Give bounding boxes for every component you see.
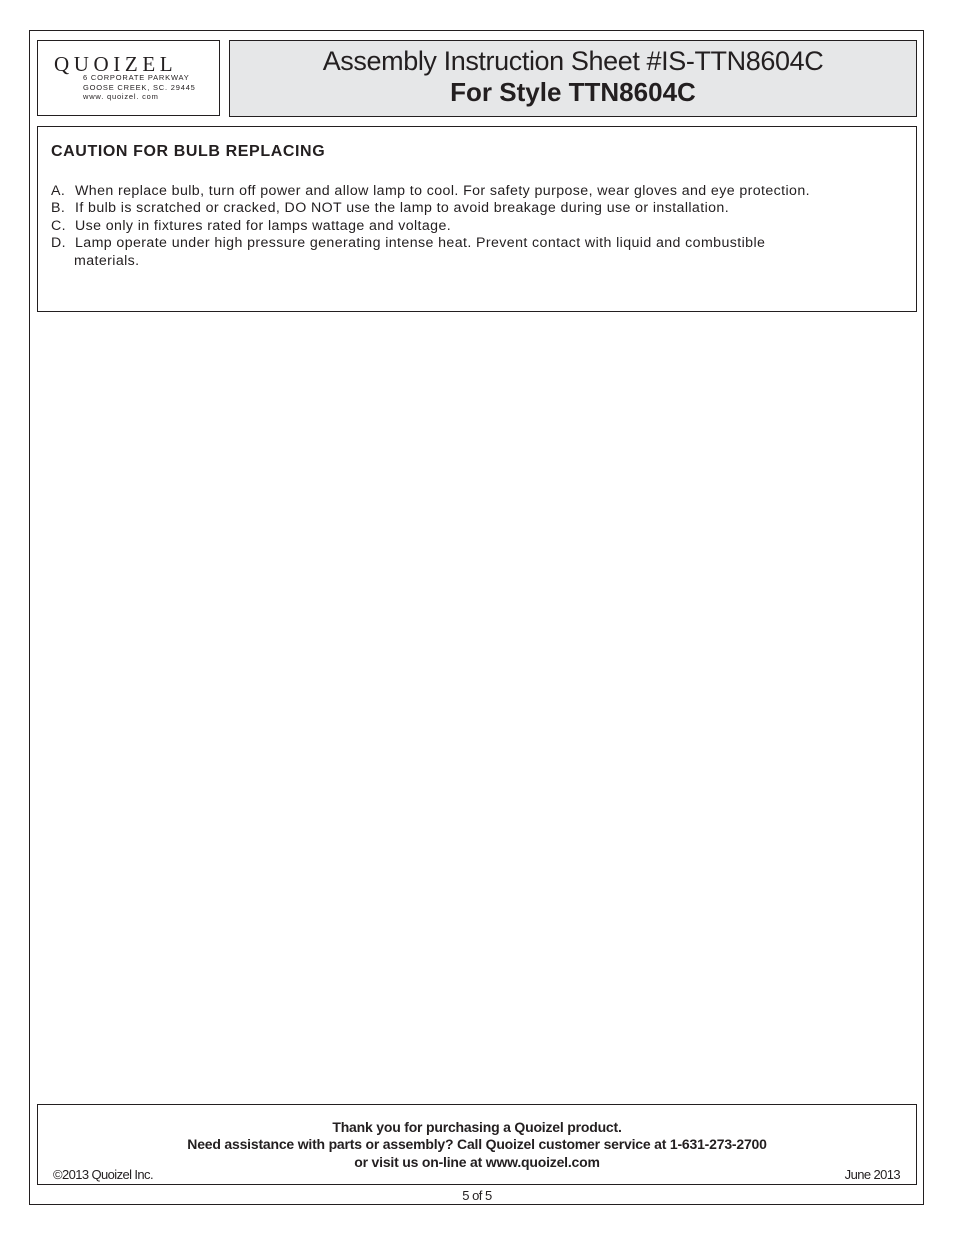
footer-box (37, 1104, 917, 1185)
address-line-city: GOOSE CREEK, SC. 29445 (83, 82, 196, 92)
footer-visit: or visit us on-line at www.quoizel.com (354, 1154, 600, 1170)
caution-item-text: If bulb is scratched or cracked, DO NOT use the lamp to avoid breakage during use or installation. (75, 200, 730, 217)
title-box (229, 40, 917, 117)
caution-item-d (51, 235, 810, 252)
sheet-title: Assembly Instruction Sheet #IS-TTN8604C (322, 46, 824, 76)
caution-item-c (51, 218, 810, 235)
caution-item-letter: B. (51, 200, 66, 217)
caution-item-letter: A. (51, 183, 66, 199)
company-address (83, 73, 196, 102)
caution-item-text: When replace bulb, turn off power and allow lamp to cool. For safety purpose, wear gloves and eye protection. (75, 183, 810, 199)
style-subtitle: For Style TTN8604C (450, 77, 696, 107)
footer-thank-you: Thank you for purchasing a Quoizel product. (332, 1119, 622, 1135)
caution-item-letter: C. (51, 217, 66, 234)
caution-item-text: materials. (74, 252, 140, 269)
footer-assistance: Need assistance with parts or assembly? Call Quoizel customer service at 1-631-273-2700 (187, 1136, 767, 1152)
caution-item-text: Lamp operate under high pressure generating intense heat. Prevent contact with liquid and combustible (75, 235, 766, 252)
caution-item-a (51, 183, 810, 200)
company-logo: QUOIZEL (54, 52, 178, 76)
address-line-website: www. quoizel. com (83, 92, 159, 101)
page-number: 5 of 5 (462, 1188, 492, 1203)
caution-section (37, 126, 917, 312)
caution-item-b (51, 200, 810, 217)
footer-date: June 2013 (844, 1167, 900, 1182)
caution-item-text: Use only in fixtures rated for lamps wattage and voltage. (75, 217, 452, 234)
caution-list (51, 183, 810, 270)
caution-item-letter: D. (51, 235, 66, 252)
copyright-notice: ©2013 Quoizel Inc. (53, 1167, 153, 1182)
caution-item-d-continuation (51, 253, 810, 270)
logo-box (37, 40, 220, 116)
address-line-street: 6 CORPORATE PARKWAY (83, 73, 190, 82)
caution-heading: CAUTION FOR BULB REPLACING (51, 143, 326, 160)
